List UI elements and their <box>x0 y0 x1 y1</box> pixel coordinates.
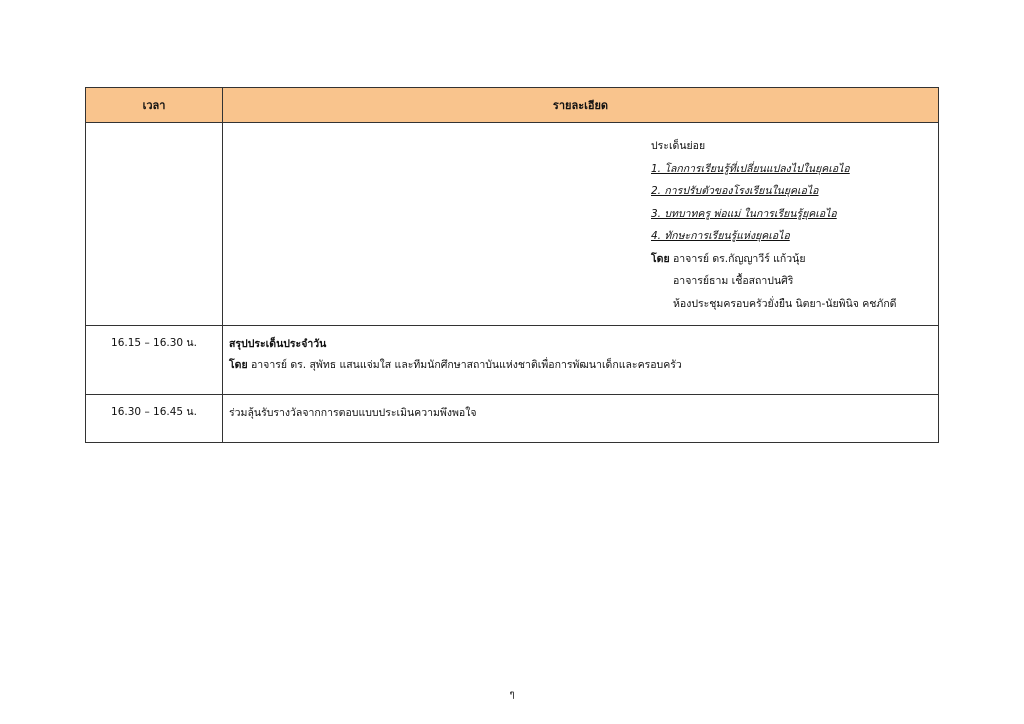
time-cell <box>86 123 223 326</box>
by-label: โดย <box>651 252 670 265</box>
speaker-name: อาจารย์ธาม เชื้อสถาปนศิริ <box>673 275 794 287</box>
subtopics-label: ประเด็นย่อย <box>651 140 706 152</box>
detail-cell <box>223 326 939 395</box>
table-row <box>86 326 939 395</box>
speaker-name: อาจารย์ ดร.กัญญาวีร์ แก้วนุ้ย <box>672 252 806 265</box>
table-row <box>86 123 939 326</box>
table-header-row <box>86 88 939 123</box>
subtopics-block <box>651 131 932 315</box>
table-row <box>86 395 939 443</box>
header-time: เวลา <box>86 88 223 123</box>
time-cell: 16.30 – 16.45 น. <box>86 395 223 443</box>
page-number: ๆ <box>509 689 515 700</box>
speaker-line <box>651 248 932 271</box>
subtopic-item: 3. บทบาทครู พ่อแม่ ในการเรียนรู้ยุคเอไอ <box>651 207 837 220</box>
detail-cell <box>223 123 939 326</box>
by-label: โดย <box>229 359 248 371</box>
venue-room: ห้องประชุมครอบครัวยั่งยืน นิตยา-นัยพินิจ คชภักดี <box>673 297 897 310</box>
header-details: รายละเอียด <box>223 88 939 123</box>
session-title: สรุปประเด็นประจำวัน <box>229 338 327 350</box>
time-cell: 16.15 – 16.30 น. <box>86 326 223 395</box>
speaker-line <box>229 355 932 376</box>
subtopic-item: 4. ทักษะการเรียนรู้แห่งยุคเอไอ <box>651 230 790 242</box>
speaker-name: อาจารย์ ดร. สุพัทธ แสนแจ่มใส และทีมนักศึกษาสถาบันแห่งชาติเพื่อการพัฒนาเด็กและครอบครัว <box>250 359 682 371</box>
subtopic-item: 2. การปรับตัวของโรงเรียนในยุคเอไอ <box>651 185 819 197</box>
schedule-table <box>85 87 939 443</box>
detail-cell: ร่วมลุ้นรับรางวัลจากการตอบแบบประเมินความพึงพอใจ <box>223 395 939 443</box>
subtopic-item: 1. โลกการเรียนรู้ที่เปลี่ยนแปลงไปในยุคเอไอ <box>651 162 850 175</box>
